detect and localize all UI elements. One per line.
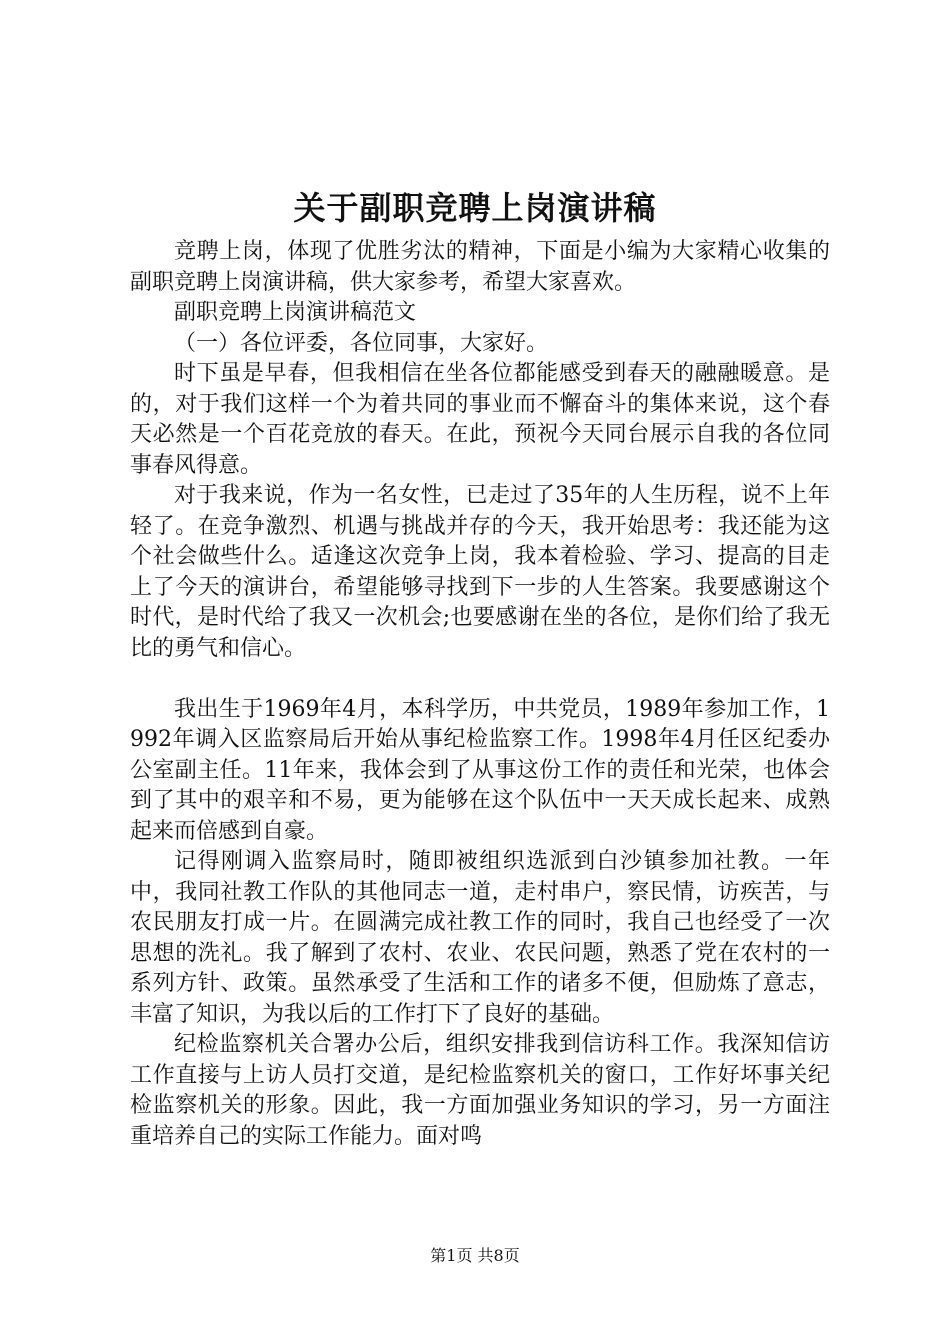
body-paragraph: 对于我来说，作为一名女性，已走过了35年的人生历程，说不上年轻了。在竞争激烈、机遇与挑战并存的今天，我开始思考：我还能为这个社会做些什么。适逢这次竞争上岗，我本着检验、学习、提高的目走上了今天的演讲台，希望能够寻找到下一步的人生答案。我要感谢这个时代，是时代给了我又一次机会;也要感谢在坐的各位，是你们给了我无比的勇气和信心。: [130, 483, 830, 661]
page-number-footer: 第1页 共8页: [430, 1246, 520, 1265]
document-body: [130, 237, 830, 1152]
section-heading: 副职竞聘上岗演讲稿范文: [174, 300, 417, 325]
greeting-paragraph: （一）各位评委，各位同事，大家好。: [174, 330, 549, 356]
body-paragraph: 记得刚调入监察局时，随即被组织选派到白沙镇参加社教。一年中，我同社教工作队的其他同志一道，走村串户，察民情，访疾苦，与农民朋友打成一片。在圆满完成社教工作的同时，我自己也经受了一次思想的洗礼。我了解到了农村、农业、农民问题，熟悉了党在农村的一系列方针、政策。虽然承受了生活和工作的诸多不便，但励炼了意志，丰富了知识，为我以后的工作打下了良好的基础。: [130, 849, 830, 1027]
body-paragraph: 我出生于1969年4月，本科学历，中共党员，1989年参加工作，1992年调入区监察局后开始从事纪检监察工作。1998年4月任区纪委办公室副主任。11年来，我体会到了从事这份工作的责任和光荣，也体会到了其中的艰辛和不易，更为能够在这个队伍中一天天成长起来、成熟起来而倍感到自豪。: [130, 696, 830, 844]
document-title: 关于副职竞聘上岗演讲稿: [293, 189, 657, 227]
body-paragraph: 时下虽是早春，但我相信在坐各位都能感受到春天的融融暖意。是的，对于我们这样一个为着共同的事业而不懈奋斗的集体来说，这个春天必然是一个百花竞放的春天。在此，预祝今天同台展示自我的各位同事春风得意。: [130, 361, 830, 478]
body-paragraph: 纪检监察机关合署办公后，组织安排我到信访科工作。我深知信访工作直接与上访人员打交道，是纪检监察机关的窗口，工作好坏事关纪检监察机关的形象。因此，我一方面加强业务知识的学习，另一方面注重培养自己的实际工作能力。面对鸣: [130, 1032, 830, 1149]
intro-paragraph: 竞聘上岗，体现了优胜劣汰的精神，下面是小编为大家精心收集的副职竞聘上岗演讲稿，供大家参考，希望大家喜欢。: [130, 239, 830, 295]
